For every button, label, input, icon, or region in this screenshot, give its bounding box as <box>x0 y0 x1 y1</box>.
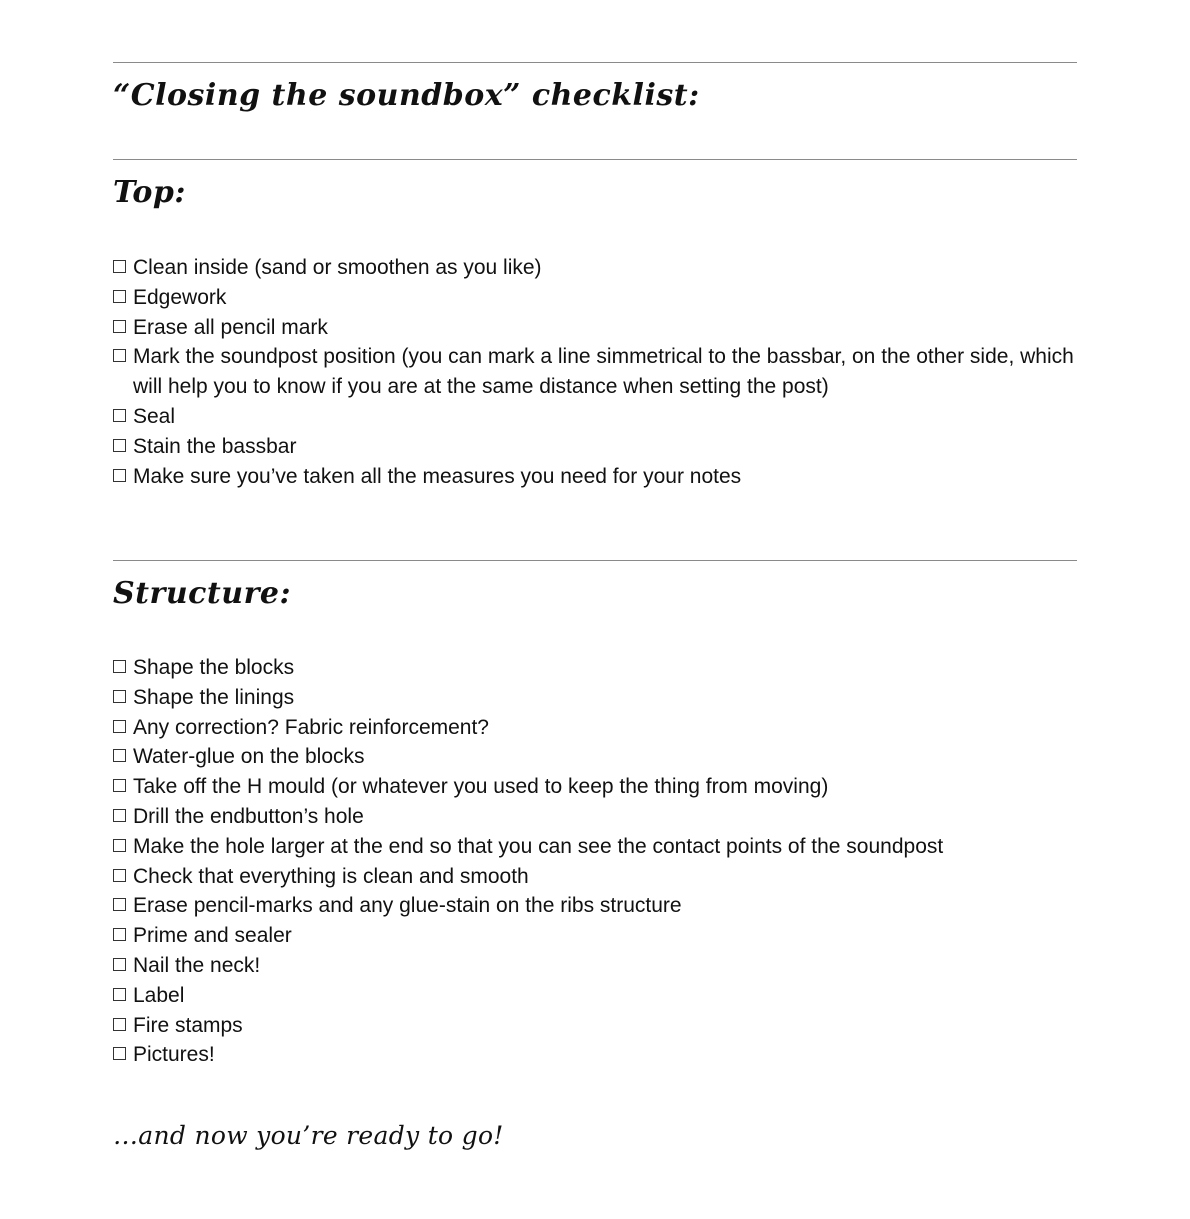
checkbox[interactable] <box>113 809 126 822</box>
checklist-item[interactable] <box>113 1040 1077 1070</box>
checklist-item-label: Erase pencil-marks and any glue-stain on the ribs structure <box>133 894 682 918</box>
checklist-item-label: Shape the linings <box>133 685 295 709</box>
checkbox[interactable] <box>113 660 126 673</box>
checkbox[interactable] <box>113 749 126 762</box>
checkbox[interactable] <box>113 720 126 733</box>
checklist-item-label: Make sure you’ve taken all the measures you need for your notes <box>133 464 742 488</box>
checklist-item[interactable] <box>113 462 1077 492</box>
checkbox[interactable] <box>113 928 126 941</box>
checklist-item-label: Mark the soundpost position (you can mark a line simmetrical to the bassbar, on the other side, which will help you to know if you are at the same distance when setting the post) <box>133 345 1074 399</box>
checkbox[interactable] <box>113 958 126 971</box>
checklist-item[interactable] <box>113 832 1077 862</box>
checkbox[interactable] <box>113 1047 126 1060</box>
checklist-item[interactable] <box>113 891 1077 921</box>
section-divider-top <box>113 159 1077 160</box>
checklist-item[interactable] <box>113 432 1077 462</box>
checkbox[interactable] <box>113 690 126 703</box>
checklist-item-label: Pictures! <box>133 1043 215 1067</box>
checklist-item[interactable] <box>113 342 1077 402</box>
checklist-item[interactable] <box>113 313 1077 343</box>
checklist-item[interactable] <box>113 253 1077 283</box>
checklist-item-label: Seal <box>133 404 176 428</box>
checklist-item-label: Shape the blocks <box>133 656 295 679</box>
checklist-item[interactable] <box>113 742 1077 772</box>
checklist-item-label: Clean inside (sand or smoothen as you like) <box>133 256 542 279</box>
checklist-item-label: Any correction? Fabric reinforcement? <box>133 715 489 739</box>
checklist-item[interactable] <box>113 862 1077 892</box>
checklist-item[interactable] <box>113 951 1077 981</box>
checkbox[interactable] <box>113 839 126 852</box>
checklist-item[interactable] <box>113 402 1077 432</box>
checkbox[interactable] <box>113 349 126 362</box>
checklist-item-label: Check that everything is clean and smooth <box>133 864 529 888</box>
closing-note: …and now you’re ready to go! <box>113 1121 504 1150</box>
checklist-item-label: Take off the H mould (or whatever you used to keep the thing from moving) <box>133 775 829 799</box>
checkbox[interactable] <box>113 898 126 911</box>
checklist-top <box>113 253 1077 491</box>
checkbox[interactable] <box>113 320 126 333</box>
checklist-item[interactable] <box>113 683 1077 713</box>
checkbox[interactable] <box>113 469 126 482</box>
checklist-item[interactable] <box>113 653 1077 683</box>
section-heading-top: Top: <box>113 175 186 210</box>
page-title: “Closing the soundbox” checklist: <box>113 78 700 113</box>
checklist-item-label: Prime and sealer <box>133 924 292 948</box>
checklist-item-label: Stain the bassbar <box>133 434 297 458</box>
checkbox[interactable] <box>113 869 126 882</box>
checklist-item-label: Fire stamps <box>133 1013 243 1037</box>
checklist-item[interactable] <box>113 802 1077 832</box>
checkbox[interactable] <box>113 1018 126 1031</box>
checklist-item[interactable] <box>113 981 1077 1011</box>
checklist-item[interactable] <box>113 772 1077 802</box>
checkbox[interactable] <box>113 439 126 452</box>
checkbox[interactable] <box>113 409 126 422</box>
checklist-item[interactable] <box>113 713 1077 743</box>
checklist-item-label: Water-glue on the blocks <box>133 745 365 769</box>
section-divider-structure <box>113 560 1077 561</box>
checklist-item-label: Label <box>133 983 185 1007</box>
checklist-item-label: Make the hole larger at the end so that you can see the contact points of the soundpost <box>133 834 944 858</box>
checkbox[interactable] <box>113 260 126 273</box>
checklist-item[interactable] <box>113 1011 1077 1041</box>
checklist-item[interactable] <box>113 921 1077 951</box>
section-heading-structure: Structure: <box>113 576 292 611</box>
checklist-item-label: Nail the neck! <box>133 953 261 977</box>
checkbox[interactable] <box>113 779 126 792</box>
checklist-item-label: Erase all pencil mark <box>133 315 328 339</box>
checklist-structure <box>113 653 1077 1070</box>
checklist-item[interactable] <box>113 283 1077 313</box>
checkbox[interactable] <box>113 290 126 303</box>
checklist-item-label: Drill the endbutton’s hole <box>133 804 364 828</box>
checkbox[interactable] <box>113 988 126 1001</box>
checklist-item-label: Edgework <box>133 285 227 309</box>
top-divider <box>113 62 1077 63</box>
